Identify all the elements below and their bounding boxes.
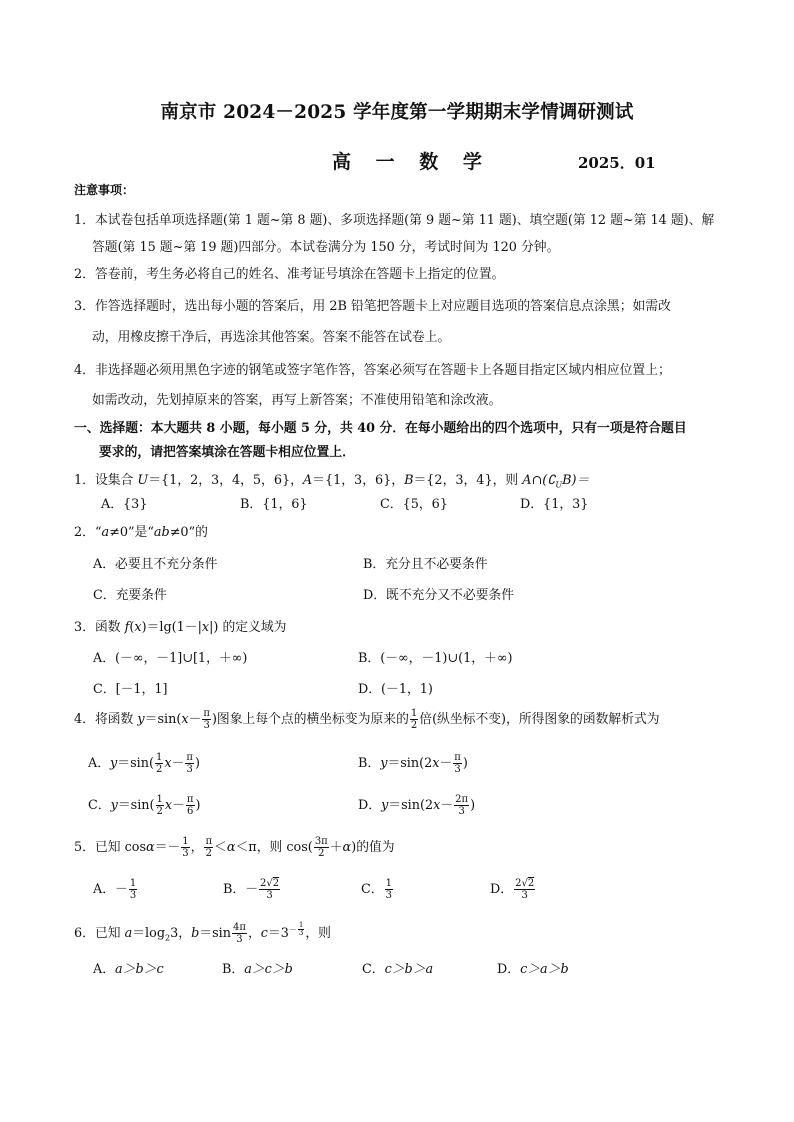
exam-date: 2025．01 <box>578 154 656 172</box>
exam-title: 南京市 2024－2025 学年度第一学期期末学情调研测试 <box>160 102 634 123</box>
q2-option-c: C．充要条件 <box>93 588 167 603</box>
note-3-line-1: 3．作答选择题时，选出每小题的答案后，用 2B 铅笔把答题卡上对应题目选项的答案信息点涂黑；如需改 <box>74 299 671 314</box>
q4-option-a: A．y＝sin( $\frac{1}{2}$ x－ $\frac{\pi}{3}$ ) <box>88 752 200 775</box>
q3-option-d: D．(－1，1) <box>358 682 433 697</box>
q3-option-b: B．(－∞，－1)∪(1，＋∞) <box>358 651 513 666</box>
q4-option-c: C．y＝sin( $\frac{1}{2}$ x－ $\frac{\pi}{6}$ ) <box>88 794 201 817</box>
subject-title: 高 一 数 学 <box>332 151 491 173</box>
q5-option-d: D． $\frac{2√2}{3}$ <box>490 878 535 901</box>
q1-option-c: C．{5，6} <box>380 497 448 512</box>
q6-option-d: D．c＞a＞b <box>497 962 569 977</box>
note-1-line-1: 1．本试卷包括单项选择题(第 1 题~第 8 题)、多项选择题(第 9 题~第 11 题)、填空题(第 12 题~第 14 题)、解 <box>74 213 715 228</box>
q2-option-a: A．必要且不充分条件 <box>93 557 218 572</box>
q1-option-a: A．{3} <box>101 497 148 512</box>
q5-option-a: A．－ $\frac{1}{3}$ <box>93 878 137 901</box>
q4-option-b: B．y＝sin(2x－ $\frac{\pi}{3}$ ) <box>358 752 468 775</box>
q2-option-d: D．既不充分又不必要条件 <box>363 588 515 603</box>
q1-option-b: B．{1，6} <box>240 497 308 512</box>
q6-option-b: B．a＞c＞b <box>222 962 293 977</box>
q6-option-c: C．c＞b＞a <box>362 962 434 977</box>
note-4-line-2: 如需改动，先划掉原来的答案，再写上新答案；不准使用铅笔和涂改液。 <box>92 393 502 408</box>
q4-option-d: D．y＝sin(2x－ $\frac{2\pi}{3}$ ) <box>358 794 476 817</box>
section1-line-1: 一、选择题：本大题共 8 小题，每小题 5 分，共 40 分．在每小题给出的四个选项中，只有一项是符合题目 <box>74 421 687 436</box>
note-2: 2．答卷前，考生务必将自己的姓名、准考证号填涂在答题卡上指定的位置。 <box>74 267 505 282</box>
section1-line-2: 要求的，请把答案填涂在答题卡相应位置上． <box>99 445 355 460</box>
note-3-line-2: 动，用橡皮擦干净后，再选涂其他答案。答案不能答在试卷上。 <box>92 330 451 345</box>
q5-stem: 5．已知 cosα＝－ $\frac{1}{3}$ ， $\frac{\pi}{2}$ ＜α＜π，则 cos( $\frac{3\pi}{2}$ ＋α)的值为 <box>74 836 395 859</box>
notes-heading: 注意事项： <box>74 183 135 197</box>
q6-option-a: A．a＞b＞c <box>93 962 164 977</box>
q3-option-c: C．[－1，1] <box>93 682 168 697</box>
note-1-line-2: 答题(第 15 题~第 19 题)四部分。本试卷满分为 150 分，考试时间为 120 分钟。 <box>92 240 560 255</box>
q1-stem: 1．设集合 U＝{1，2，3，4，5，6}，A＝{1，3，6}，B＝{2，3，4}，则 $A\cap(∁_UB)=$ <box>74 473 590 490</box>
q2-option-b: B．充分且不必要条件 <box>363 557 488 572</box>
fraction: $\frac{\pi}{3}$ <box>203 708 210 731</box>
q3-option-a: A．(－∞，－1]∪[1，＋∞) <box>93 651 248 666</box>
q6-stem: 6．已知 $a=\log_23$，b＝sin $\frac{4\pi}{3}$ ，$c=3^{- \frac{1}{3}}$ ，则 <box>74 921 331 945</box>
note-4-line-1: 4．非选择题必须用黑色字迹的钢笔或签字笔作答，答案必须写在答题卡上各题目指定区域内相应位置上； <box>74 363 671 378</box>
q1-option-d: D．{1，3} <box>520 497 589 512</box>
q5-option-b: B．－ $\frac{2√2}{3}$ <box>223 878 280 901</box>
q2-stem: 2．“a≠0”是“ab≠0”的 <box>74 525 208 540</box>
fraction: $\frac{1}{2}$ <box>410 708 418 731</box>
q4-stem: 4．将函数 y＝sin(x－ $\frac{\pi}{3}$ )图象上每个点的横坐标变为原来的 $\frac{1}{2}$ 倍(纵坐标不变)，所得图象的函数解析式为 <box>74 708 660 731</box>
q5-option-c: C． $\frac{1}{3}$ <box>361 878 392 901</box>
q3-stem: 3．函数 f(x)＝lg(1－|x|) 的定义域为 <box>74 620 287 635</box>
